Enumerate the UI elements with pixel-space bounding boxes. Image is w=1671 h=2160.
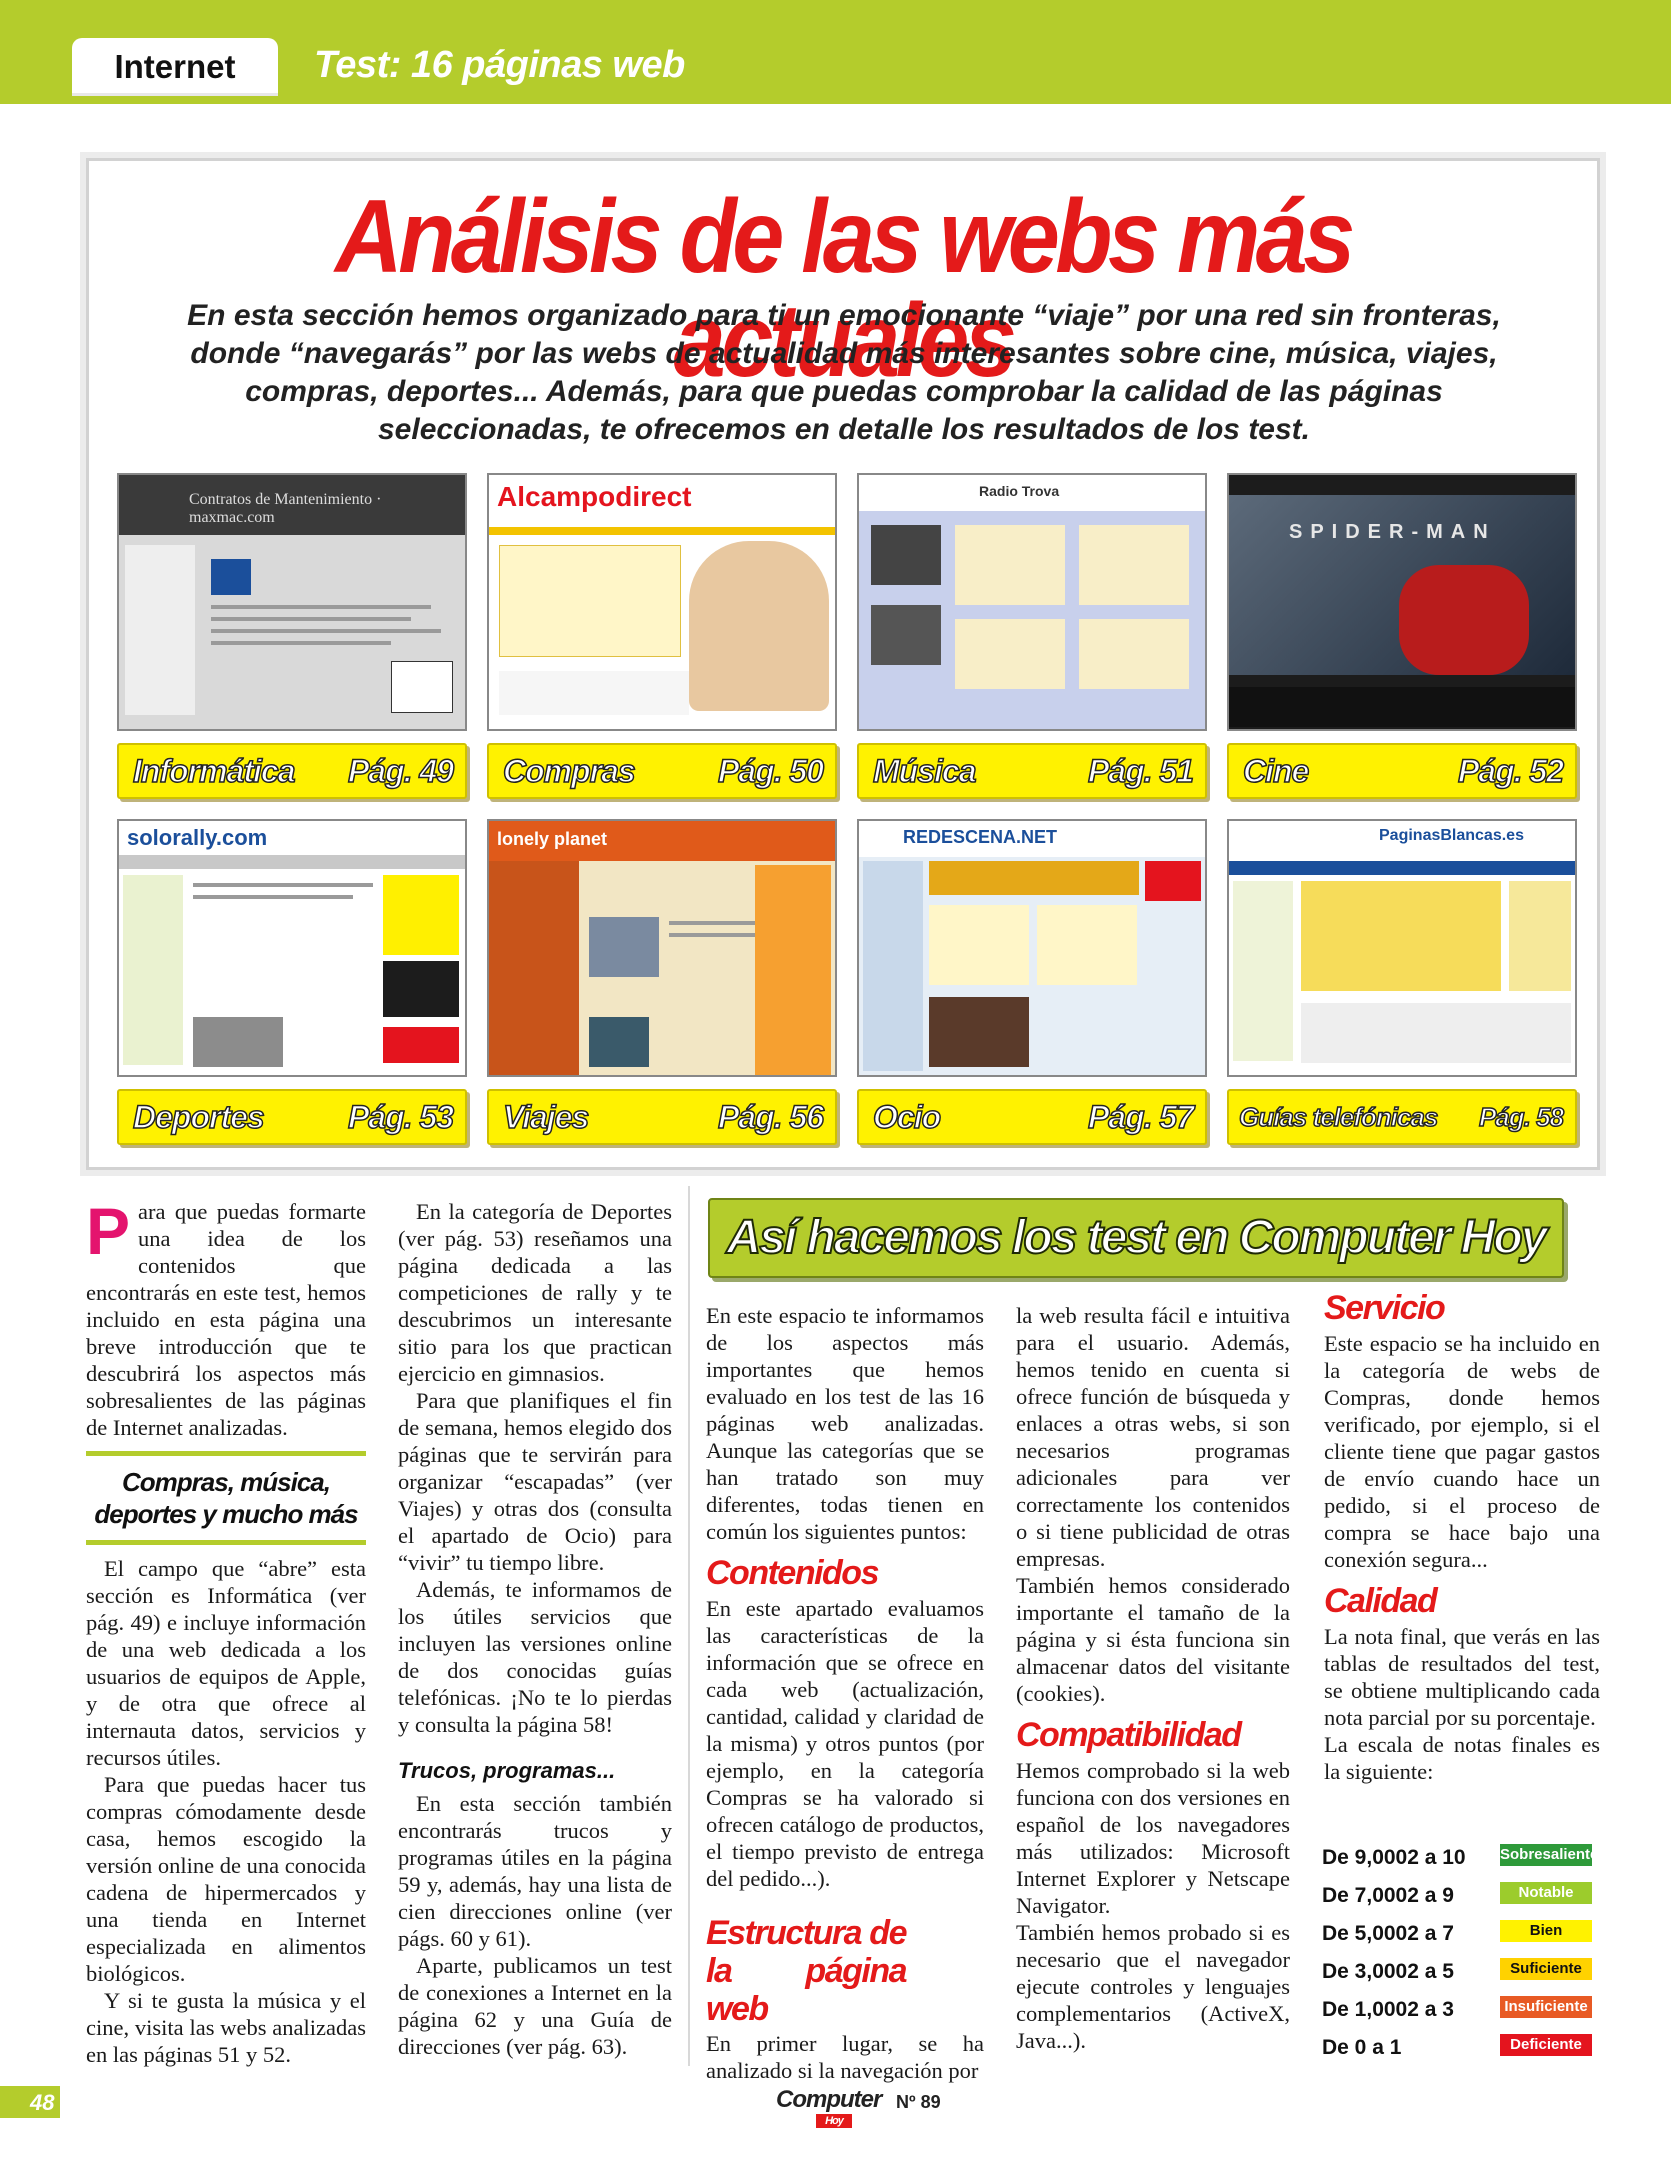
site-brand: Contratos de Mantenimiento · maxmac.com (189, 491, 382, 526)
site-brand: Radio Trova (979, 483, 1060, 499)
screenshot-compras (487, 473, 837, 731)
grade-scale (1322, 1840, 1599, 2068)
grade-badge: Insuficiente (1500, 1996, 1592, 2018)
paragraph: Aparte, publicamos un test de conexiones a Internet en la página 62 y una Guía de direcciones (ver pág. 63). (398, 1953, 672, 2059)
grade-range: De 9,0002 a 10 (1322, 1846, 1466, 1869)
category-plate[interactable] (487, 743, 837, 799)
category-label: Compras (503, 753, 635, 789)
paragraph: Para que puedas hacer tus compras cómodamente desde casa, hemos escogido la versión online de una conocida cadena de hipermercados y una tienda en Internet especializada en alimentos biológicos. (86, 1772, 366, 1986)
issue-number: Nº 89 (896, 2092, 941, 2112)
page-number: 48 (30, 2090, 55, 2115)
grade-range: De 5,0002 a 7 (1322, 1922, 1454, 1945)
main-title: Análisis de las webs más actuales (335, 179, 1351, 399)
site-brand: SPIDER-MAN (1289, 521, 1496, 543)
screenshot-cine (1227, 473, 1577, 731)
category-page: Pág. 52 (1457, 753, 1563, 789)
subheading: Compras, música, deportes y mucho más (94, 1467, 358, 1529)
article-column-2 (398, 1198, 672, 2060)
method-column-1 (706, 1302, 984, 2084)
paragraph: Y si te gusta la música y el cine, visita las webs analizadas en las páginas 51 y 52. (86, 1988, 366, 2067)
grade-badge: Sobresaliente (1500, 1844, 1592, 1866)
category-plate[interactable] (487, 1089, 837, 1145)
screenshot-informatica (117, 473, 467, 731)
heading-compatibilidad: Compatibilidad (1016, 1716, 1241, 1754)
category-plate[interactable] (857, 1089, 1207, 1145)
paragraph: También hemos considerado importante el tamaño de la página y si ésta funciona sin almacenar datos del visitante (cookies). (1016, 1573, 1290, 1706)
paragraph: Además, te informamos de los útiles servicios que incluyen las versiones online de dos conocidas guías telefónicas. ¡No te lo pierdas y consulta la página 58! (398, 1577, 672, 1737)
category-label: Guías telefónicas (1239, 1102, 1438, 1132)
category-label: Música (873, 753, 976, 789)
grade-row (1322, 1840, 1599, 1878)
intro-text: En esta sección hemos organizado para ti un emocionante “viaje” por una red sin fronteras, donde “navegarás” por las webs de actualidad más interesantes sobre cine, música, viajes, compras, deportes... Además, para que puedas comprobar la calidad de las páginas seleccionadas, te ofrecemos en detalle los resultados de los test. (187, 299, 1501, 446)
section-label: Internet (114, 48, 236, 85)
screenshot-deportes (117, 819, 467, 1077)
paragraph: En esta sección también encontrarás trucos y programas útiles en la página 59 y, además, hay una lista de cien direcciones online (ver págs. 60 y 61). (398, 1791, 672, 1951)
grade-row (1322, 2030, 1592, 2068)
divider (86, 1451, 366, 1456)
paragraph: la web resulta fácil e intuitiva para el usuario. Además, hemos tenido en cuenta si ofrece función de búsqueda y enlaces a otras webs, si son necesarios programas adicionales para ver correctamente los contenidos o si tiene publicidad de otras empresas. (1016, 1303, 1290, 1571)
paragraph: Este espacio se ha incluido en la categoría de webs de Compras, donde hemos verificado, por ejemplo, si el cliente tiene que pagar gastos de envío cuando hace un pedido, si el proceso de compra se hace bajo una conexión segura... (1324, 1331, 1600, 1572)
category-label: Deportes (133, 1099, 264, 1135)
site-brand: PaginasBlancas.es (1379, 827, 1524, 844)
subheading: Trucos, programas... (398, 1758, 616, 1783)
site-brand: solorally.com (127, 825, 268, 850)
category-page: Pág. 50 (717, 753, 823, 789)
grade-range: De 1,0002 a 3 (1322, 1998, 1454, 2021)
paragraph: En este apartado evaluamos las características de la información que se ofrece en cada web (actualización, cantidad, calidad y claridad de la misma) y otros puntos (por ejemplo, en la categoría Compras se ha valorado si ofrecen catálogo de productos, el tiempo previsto de entrega del pedido...). (706, 1596, 984, 1891)
paragraph: Para que planifiques el fin de semana, hemos elegido dos páginas que te servirán para organizar “escapadas” (ver Viajes) y otras dos (consulta el apartado de Ocio) para “vivir” tu tiempo libre. (398, 1388, 672, 1575)
grade-row (1322, 1916, 1592, 1954)
category-plate[interactable] (1227, 743, 1577, 799)
grade-range: De 3,0002 a 5 (1322, 1960, 1454, 1983)
grade-badge: Deficiente (1500, 2034, 1592, 2056)
category-page: Pág. 53 (347, 1099, 453, 1135)
paragraph: El campo que “abre” esta sección es Informática (ver pág. 49) e incluye información de una web dedicada a los usuarios de equipos de Apple, y de otra que ofrece al internauta datos, servicios y recursos útiles. (86, 1556, 366, 1770)
paragraph: La nota final, que verás en las tablas de resultados del test, se obtiene multiplicando cada nota parcial por su porcentaje. (1324, 1624, 1600, 1730)
section-tab (72, 38, 278, 96)
heading-contenidos: Contenidos (706, 1554, 878, 1592)
column-divider (688, 1186, 690, 2066)
category-label: Viajes (503, 1099, 589, 1135)
paragraph: Hemos comprobado si la web funciona con dos versiones en español de los navegadores más utilizados: Microsoft Internet Explorer y Netscape Navigator. (1016, 1758, 1290, 1918)
divider (86, 1540, 366, 1545)
category-page: Pág. 57 (1087, 1099, 1193, 1135)
paragraph: En la categoría de Deportes (ver pág. 53) reseñamos una página dedicada a las competiciones de rally y te descubrimos un interesante sitio para los que practican ejercicio en gimnasios. (398, 1199, 672, 1386)
category-page: Pág. 49 (347, 753, 453, 789)
category-plate[interactable] (1227, 1089, 1577, 1145)
header-subtitle: Test: 16 páginas web (314, 44, 685, 86)
grade-row (1322, 1954, 1592, 1992)
screenshot-ocio (857, 819, 1207, 1077)
magazine-logo (776, 2086, 881, 2128)
category-label: Cine (1243, 753, 1309, 789)
category-page: Pág. 51 (1087, 753, 1193, 789)
category-label: Informática (133, 753, 295, 789)
heading-servicio: Servicio (1324, 1289, 1445, 1327)
heading-calidad: Calidad (1324, 1582, 1437, 1620)
feature-box (86, 158, 1600, 1170)
site-brand: Alcampodirect (497, 481, 692, 512)
logo-text: Computer (776, 2086, 882, 2113)
paragraph: También hemos probado si es necesario que el navegador ejecute controles y lenguajes complementarios (ActiveX, Java...). (1016, 1920, 1290, 2053)
paragraph: En este espacio te informamos de los aspectos más importantes que hemos evaluado en los test de las 16 páginas web analizadas. Aunque las categorías que se han tratado son muy diferentes, todas tienen en común los siguientes puntos: (706, 1303, 984, 1544)
category-plate[interactable] (117, 743, 467, 799)
method-column-3 (1324, 1288, 1600, 1785)
article-column-1 (86, 1194, 366, 2068)
method-title-bar (708, 1198, 1564, 1278)
logo-sub: Hoy (816, 2114, 852, 2128)
category-label: Ocio (873, 1099, 941, 1135)
category-plate[interactable] (117, 1089, 467, 1145)
method-column-2 (1016, 1302, 1290, 2054)
method-title: Así hacemos los test en Computer Hoy (726, 1211, 1546, 1264)
grade-range: De 7,0002 a 9 (1322, 1884, 1454, 1907)
paragraph: En primer lugar, se ha analizado si la navegación por (706, 2031, 984, 2083)
screenshot-musica (857, 473, 1207, 731)
site-brand: lonely planet (497, 829, 608, 849)
grade-row (1322, 1992, 1592, 2030)
category-page: Pág. 56 (717, 1099, 823, 1135)
paragraph: La escala de notas finales es la siguiente: (1324, 1732, 1600, 1784)
grade-badge: Bien (1500, 1920, 1592, 1942)
grade-badge: Notable (1500, 1882, 1592, 1904)
screenshot-viajes (487, 819, 837, 1077)
grade-range: De 0 a 1 (1322, 2036, 1402, 2059)
category-plate[interactable] (857, 743, 1207, 799)
heading-estructura: Estructura de la página web (706, 1914, 906, 2028)
drop-cap: P (86, 1194, 131, 1268)
category-page: Pág. 58 (1478, 1102, 1563, 1132)
grade-badge: Suficiente (1500, 1958, 1592, 1980)
grade-row (1322, 1878, 1592, 1916)
site-brand: REDESCENA.NET (903, 827, 1058, 847)
screenshot-guias (1227, 819, 1577, 1077)
paragraph: ara que puedas formarte una idea de los contenidos que encontrarás en este test, hemos incluido en esta página una breve introducción que te descubrirá los aspectos más sobresalientes de las páginas de Internet analizadas. (86, 1199, 366, 1440)
